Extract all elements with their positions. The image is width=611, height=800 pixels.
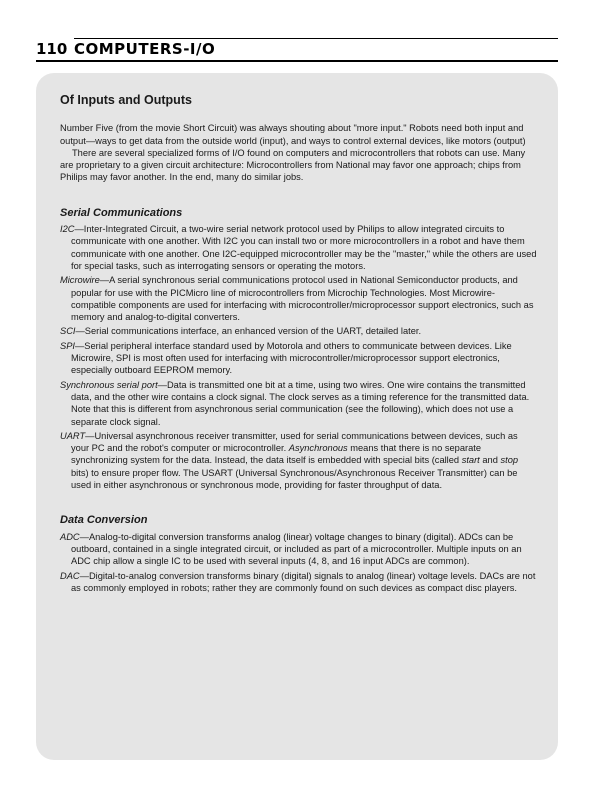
entry-emphasis: start xyxy=(461,455,480,466)
page-number: 110 xyxy=(36,40,68,58)
entry-text: —Universal asynchronous receiver transmitter, used for serial communications between devices, such as your PC and the robot's computer or microcontroller. xyxy=(71,430,518,454)
entry-text: and xyxy=(479,455,501,466)
entry-i2c xyxy=(60,223,538,272)
entry-term: Microwire xyxy=(60,275,100,286)
entry-synchronous-serial-port xyxy=(60,379,538,428)
entry-text: bits) to ensure proper flow. The USART (Universal Synchronous/Asynchronous Receiver Transmitter) can be used in either asynchronous or synchronous mode, providing for faster throughput of data. xyxy=(71,467,518,491)
entry-spi xyxy=(60,340,538,377)
entry-text: —Data is transmitted one bit at a time, using two wires. One wire contains the transmitted data, and the other wire contains a clock signal. The clock serves as a timing reference for the transmitted data. Note that this is different from asynchronous serial communication (see the following), which does not use a separate clock signal. xyxy=(71,379,530,427)
entry-adc xyxy=(60,531,538,568)
sidebar-content xyxy=(60,94,538,596)
entry-uart xyxy=(60,430,538,491)
chapter-title: COMPUTERS-I/O xyxy=(74,40,216,58)
entry-text: —A serial synchronous serial communications protocol used in National Semiconductor products, and popular for use with the PICMicro line of microcontrollers from Microchip Technologies. Most Microwire-compatible components are used for interfacing with microcontroller/microprocessor support electronics, such as memory and analog-to-digital converters. xyxy=(71,275,534,323)
data-conversion-heading: Data Conversion xyxy=(60,514,148,527)
entry-text: —Inter-Integrated Circuit, a two-wire serial network protocol used by Philips to allow integrated circuits to communicate with one another. With I2C you can install two or more microcontrollers in a robot and have them communicate with one another. One I2C-equipped microcontroller may be the "master," while the others are used for special tasks, such as interrogating sensors or operating the motors. xyxy=(71,224,537,271)
sidebar-box xyxy=(36,73,558,760)
entry-microwire xyxy=(60,274,538,323)
header-rule-bottom xyxy=(36,60,558,62)
entry-term: SCI xyxy=(60,326,76,337)
entry-text: —Serial peripheral interface standard used by Motorola and others to communicate between devices. Like Microwire, SPI is most often used for interfacing with microcontroller/microprocessor support electronics, especially outboard EEPROM memory. xyxy=(71,340,512,376)
entry-term: DAC xyxy=(60,570,80,581)
intro-paragraph-1: Number Five (from the movie Short Circuit) was always shouting about "more input." Robots need both input and output—ways to get data from the outside world (input), and ways to control external devices, like motors (output) xyxy=(60,123,526,146)
entry-term: UART xyxy=(60,430,86,441)
entry-dac xyxy=(60,570,538,595)
intro-paragraph-2: There are several specialized forms of I/O found on computers and microcontrollers that robots can use. Many are proprietary to a given circuit architecture: Microcontrollers from National may favor one approach; chips from Philips may favor another. In the end, many do similar jobs. xyxy=(60,147,526,183)
entry-term: SPI xyxy=(60,340,75,351)
entry-text: —Digital-to-analog conversion transforms binary (digital) signals to analog (linear) voltage levels. DACs are not as commonly employed in robots; rather they are commonly found on such devices as compact disc players. xyxy=(71,570,536,593)
entry-emphasis: Asynchronous xyxy=(288,443,348,454)
entry-text: —Analog-to-digital conversion transforms analog (linear) voltage changes to binary (digital). ADCs can be outboard, contained in a single integrated circuit, or included as part of a microcontroller. Multiple inputs on an ADC chip allow a single IC to be used with several inputs (4, 8, and 16 input ADCs are common). xyxy=(71,531,522,567)
entry-emphasis: stop xyxy=(500,455,519,466)
entry-sci xyxy=(60,325,538,337)
entry-term: Synchronous serial port xyxy=(60,379,158,390)
serial-communications-heading: Serial Communications xyxy=(60,206,183,219)
entry-term: ADC xyxy=(60,531,80,542)
box-title: Of Inputs and Outputs xyxy=(60,93,192,107)
entry-text: —Serial communications interface, an enhanced version of the UART, detailed later. xyxy=(75,326,422,337)
entry-text: means that there is no separate synchronizing system for the data. Instead, the data itself is embedded with special bits (called xyxy=(71,443,482,466)
page-header xyxy=(36,38,558,62)
header-rule-top xyxy=(74,38,558,39)
entry-term: I2C xyxy=(60,224,75,235)
